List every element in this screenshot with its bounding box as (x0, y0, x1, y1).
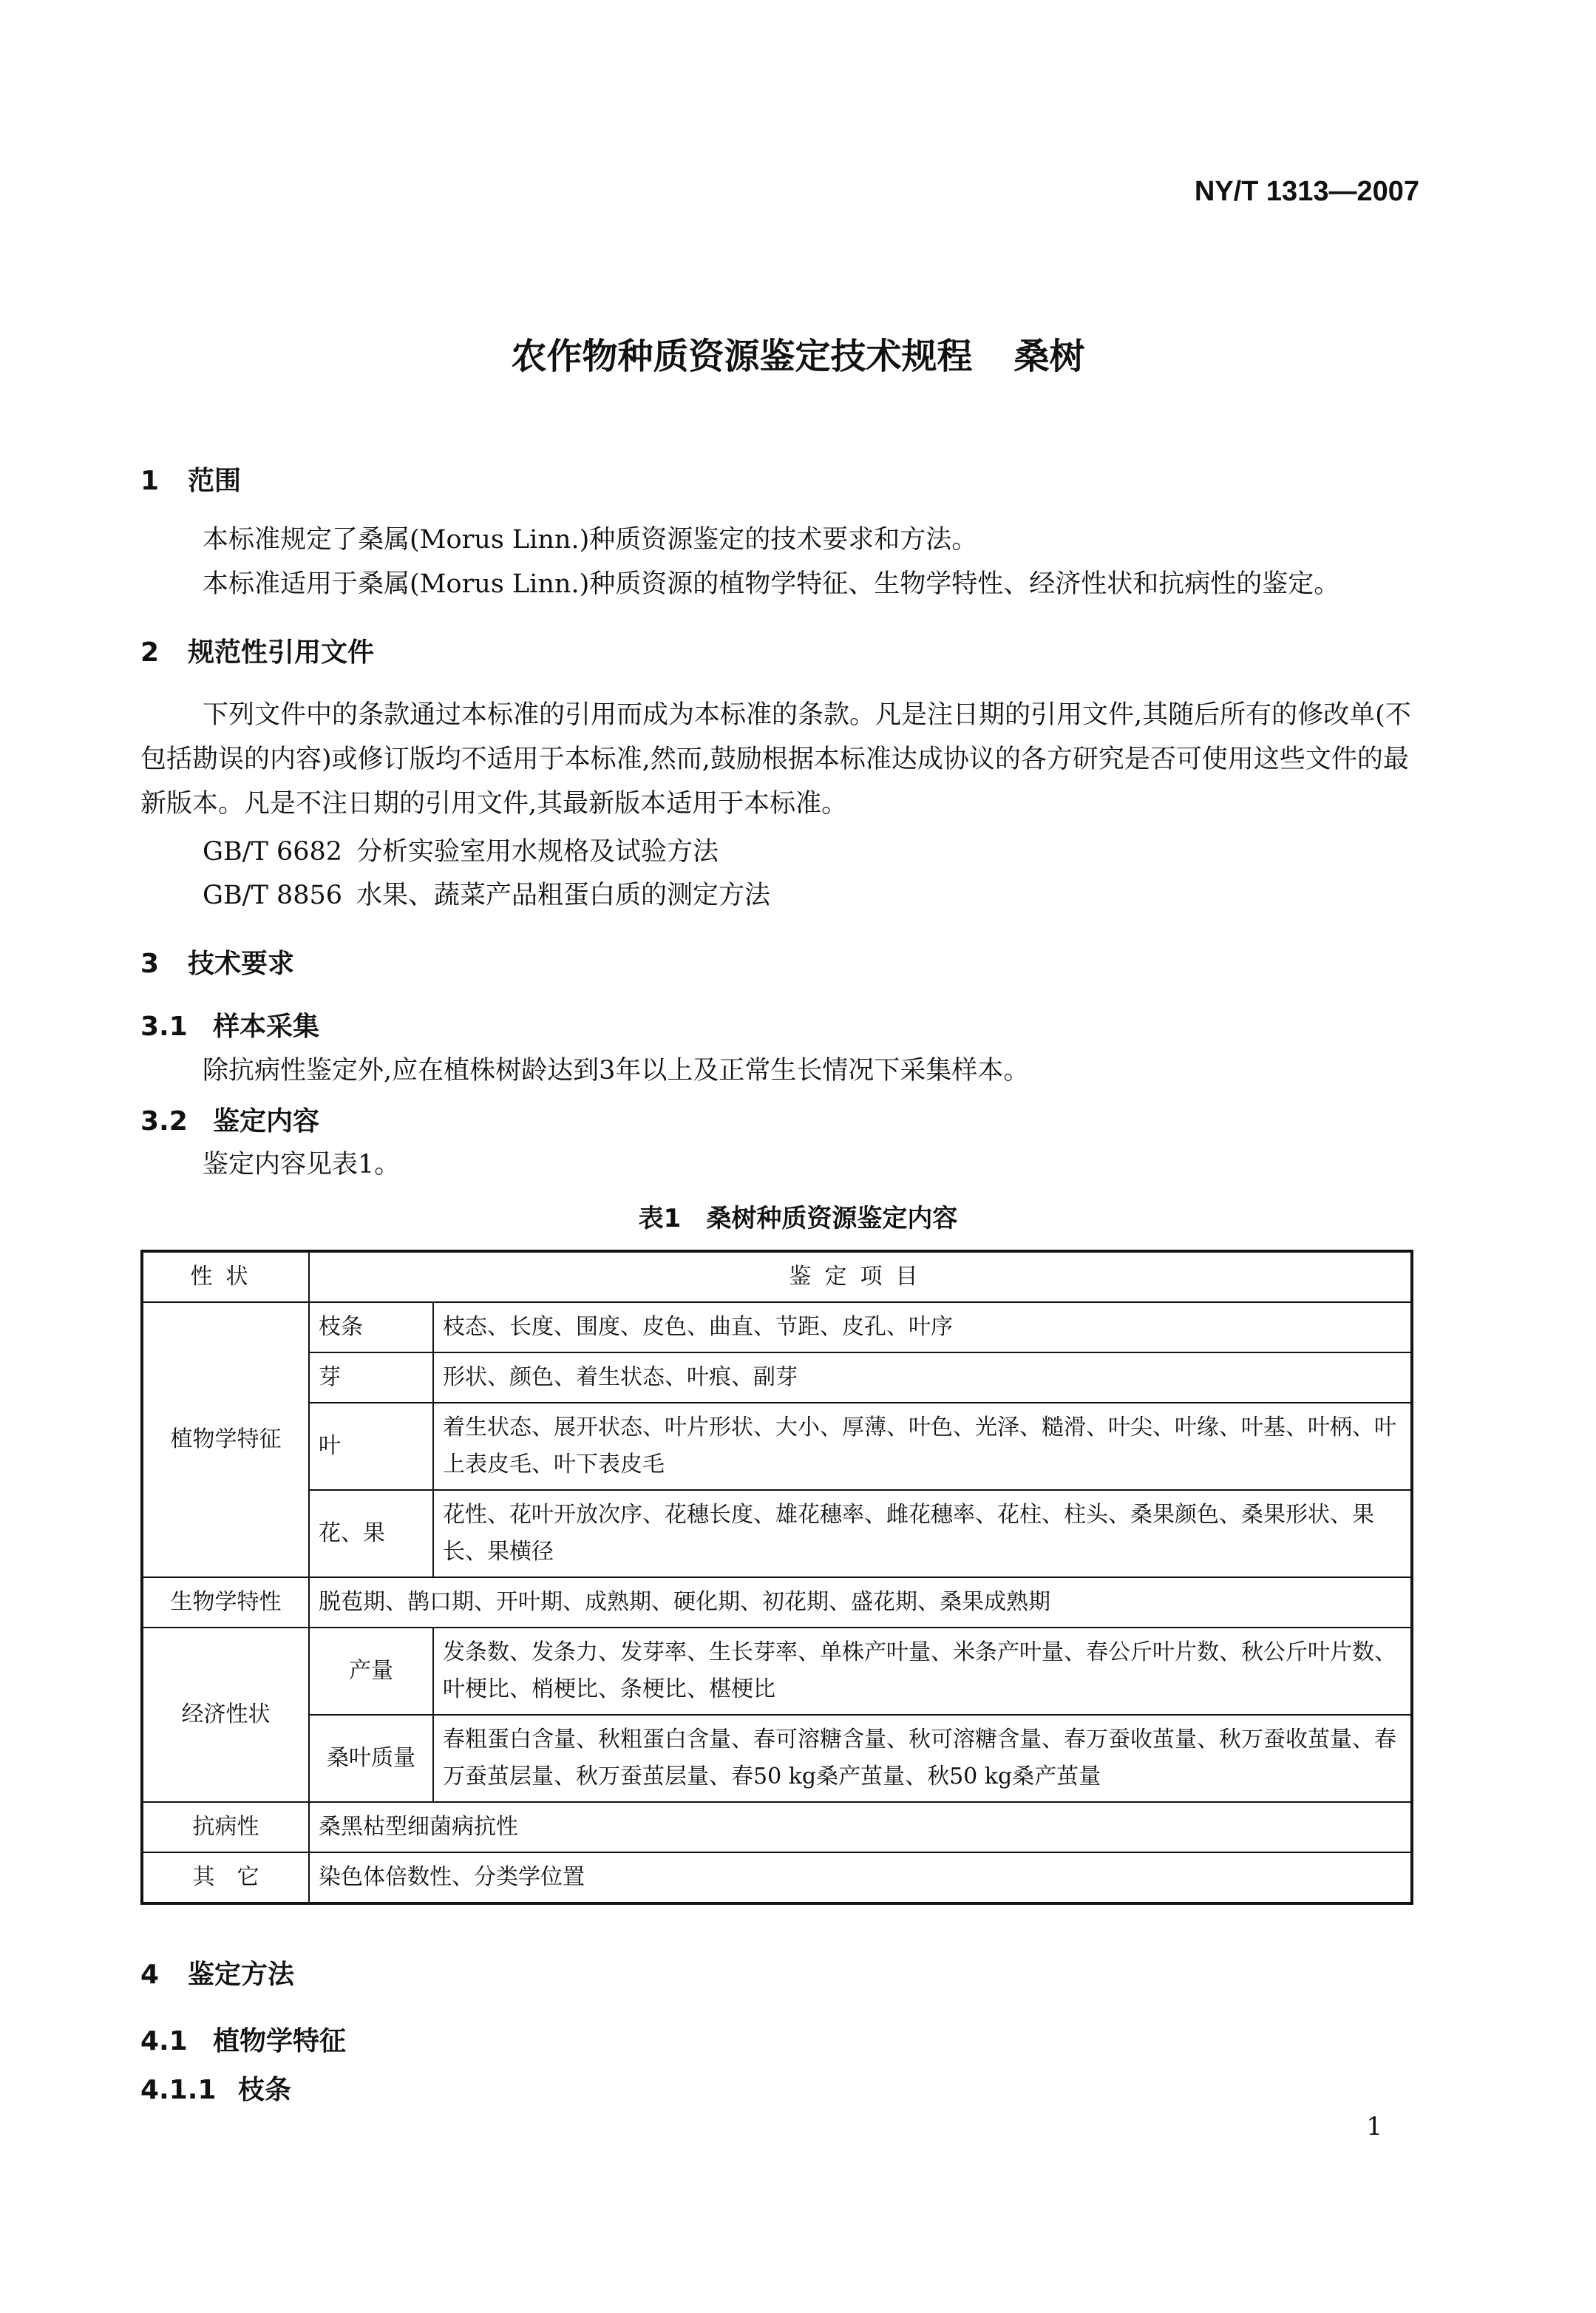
items-cell: 形状、颜色、着生状态、叶痕、副芽 (433, 1352, 1412, 1403)
items-cell: 枝态、长度、围度、皮色、曲直、节距、皮孔、叶序 (433, 1302, 1412, 1352)
table-row (142, 1715, 1412, 1802)
page-number: 1 (1366, 2112, 1382, 2141)
section-1-heading: 1 范围 (140, 466, 242, 496)
items-cell: 花性、花叶开放次序、花穗长度、雄花穗率、雌花穗率、花柱、柱头、桑果颜色、桑果形状、果长、果横径 (433, 1490, 1412, 1577)
header-trait: 性状 (142, 1251, 309, 1302)
group-cell: 生物学特性 (142, 1577, 309, 1628)
subgroup-cell: 芽 (309, 1352, 433, 1403)
items-cell: 着生状态、展开状态、叶片形状、大小、厚薄、叶色、光泽、糙滑、叶尖、叶缘、叶基、叶柄、叶上表皮毛、叶下表皮毛 (433, 1403, 1412, 1490)
table-row (142, 1628, 1412, 1715)
table-row (142, 1802, 1412, 1852)
section-1-paragraph-2: 本标准适用于桑属(Morus Linn.)种质资源的植物学特征、生物学特性、经济性状和抗病性的鉴定。 (203, 569, 1340, 599)
group-cell: 抗病性 (142, 1802, 309, 1852)
identification-table (140, 1250, 1413, 1905)
header-items: 鉴定项目 (309, 1251, 1412, 1302)
subgroup-cell: 桑叶质量 (309, 1715, 433, 1802)
group-cell: 植物学特征 (142, 1302, 309, 1577)
items-cell: 发条数、发条力、发芽率、生长芽率、单株产叶量、米条产叶量、春公斤叶片数、秋公斤叶片数、叶梗比、梢梗比、条梗比、椹梗比 (433, 1628, 1412, 1715)
items-cell: 春粗蛋白含量、秋粗蛋白含量、春可溶糖含量、秋可溶糖含量、春万蚕收茧量、秋万蚕收茧量、春万蚕茧层量、秋万蚕茧层量、春50 kg桑产茧量、秋50 kg桑产茧量 (433, 1715, 1412, 1802)
section-4-1-heading: 4.1 植物学特征 (140, 2026, 347, 2056)
items-cell: 脱苞期、鹊口期、开叶期、成熟期、硬化期、初花期、盛花期、桑果成熟期 (309, 1577, 1412, 1628)
table-row (142, 1577, 1412, 1628)
table-row (142, 1302, 1412, 1352)
section-2-heading: 2 规范性引用文件 (140, 637, 375, 668)
table-row (142, 1352, 1412, 1403)
table-header-row (142, 1251, 1412, 1302)
title-main: 农作物种质资源鉴定技术规程 (511, 336, 973, 377)
section-4-1-1-heading: 4.1.1 枝条 (140, 2075, 292, 2105)
section-4-heading: 4 鉴定方法 (140, 1960, 295, 1990)
section-3-1-heading: 3.1 样本采集 (140, 1012, 320, 1042)
subgroup-cell: 花、果 (309, 1490, 433, 1577)
subgroup-cell: 枝条 (309, 1302, 433, 1352)
document-title (0, 328, 1596, 379)
section-3-2-heading: 3.2 鉴定内容 (140, 1106, 320, 1137)
reference-item: GB/T 8856 水果、蔬菜产品粗蛋白质的测定方法 (203, 881, 771, 910)
table-row (142, 1403, 1412, 1490)
section-3-2-paragraph: 鉴定内容见表1。 (203, 1150, 401, 1179)
subgroup-cell: 产量 (309, 1628, 433, 1715)
group-cell: 经济性状 (142, 1628, 309, 1802)
items-cell: 染色体倍数性、分类学位置 (309, 1852, 1412, 1903)
section-3-1-paragraph: 除抗病性鉴定外,应在植株树龄达到3年以上及正常生长情况下采集样本。 (203, 1056, 1030, 1086)
table-caption: 表1 桑树种质资源鉴定内容 (638, 1204, 958, 1233)
reference-item: GB/T 6682 分析实验室用水规格及试验方法 (203, 837, 719, 867)
group-cell: 其 它 (142, 1852, 309, 1903)
subgroup-cell: 叶 (309, 1403, 433, 1490)
table-row (142, 1490, 1412, 1577)
section-3-heading: 3 技术要求 (140, 949, 295, 979)
table-row (142, 1852, 1412, 1903)
section-2-paragraph: 下列文件中的条款通过本标准的引用而成为本标准的条款。凡是注日期的引用文件,其随后所有的修改单(不包括勘误的内容)或修订版均不适用于本标准,然而,鼓励根据本标准达成协议的各方研究是否可使用这些文件的最新版本。凡是不注日期的引用文件,其最新版本适用于本标准。 (140, 700, 1411, 819)
title-sub: 桑树 (1013, 336, 1085, 377)
items-cell: 桑黑枯型细菌病抗性 (309, 1802, 1412, 1852)
standard-code: NY/T 1313—2007 (1194, 176, 1419, 207)
section-1-paragraph-1: 本标准规定了桑属(Morus Linn.)种质资源鉴定的技术要求和方法。 (203, 525, 978, 555)
